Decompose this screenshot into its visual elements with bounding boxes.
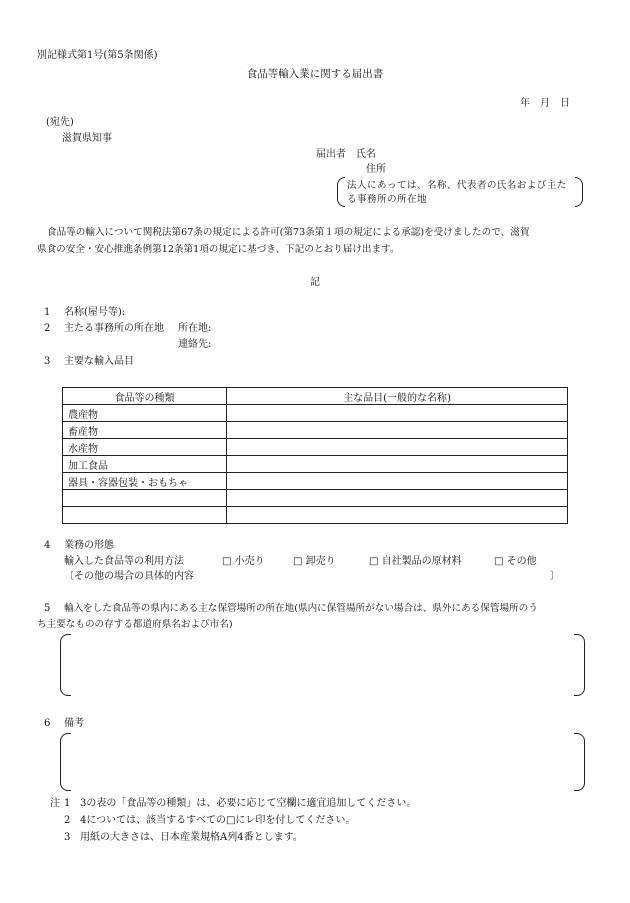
table-row [63,405,568,422]
section-2-label: 主たる事務所の所在地 [64,323,164,334]
corp-note-left-bracket [337,177,345,207]
import-items-table [62,387,568,524]
option-label: その他 [506,556,537,567]
table-header-items: 主な品目(一般的な名称) [227,388,568,405]
table-cell-items[interactable] [227,456,568,473]
section-2-location-label: 所在地: [178,323,212,334]
table-cell-category[interactable]: 農産物 [63,405,227,422]
table-cell-items[interactable] [227,439,568,456]
table-cell-items[interactable] [227,507,568,524]
table-cell-items[interactable] [227,473,568,490]
table-row [63,507,568,524]
usage-label: 輸入した食品等の利用方法 [64,556,184,567]
section-1-label: 名称(屋号等): [64,307,126,318]
table-cell-category[interactable] [63,507,227,524]
note-2-text: 4については、該当するすべての□にレ印を付してください。 [80,815,356,826]
section-6-number: 6 [44,718,51,729]
table-row [63,456,568,473]
note-3-number: 3 [64,832,71,843]
table-row [63,422,568,439]
table-row [63,439,568,456]
section-6-label: 備考 [64,718,84,729]
table-cell-items[interactable] [227,405,568,422]
note-1-number: 1 [64,798,71,809]
body-text-line2: 県食の安全・安心推進条例第12条第1項の規定に基づき、下記のとおり届け出ます。 [37,244,400,255]
table-cell-category[interactable]: 器具・容器包装・おもちゃ [63,473,227,490]
remarks-left-bracket [60,733,71,791]
form-title: 食品等輸入業に関する届出書 [246,68,384,80]
notifier-address-label: 住所 [366,164,386,175]
other-detail-label: 〔その他の場合の具体的内容 [64,571,194,582]
section-5-number: 5 [44,603,51,614]
table-cell-category[interactable] [63,490,227,507]
option-label: 卸売り [305,556,336,567]
date-field: 年 月 日 [520,98,570,109]
section-1-number: 1 [44,307,51,318]
table-row [63,473,568,490]
table-cell-category[interactable]: 畜産物 [63,422,227,439]
table-header-category: 食品等の種類 [63,388,227,405]
addressee: 滋賀県知事 [62,133,112,144]
table-row [63,490,568,507]
option-retail[interactable] [222,556,265,568]
note-3-text: 用紙の大きさは、日本産業規格A列4番とします。 [80,832,303,843]
checkbox-icon[interactable]: □ [222,556,232,567]
section-4-label: 業務の形態 [64,540,114,551]
ki-heading: 記 [310,277,320,288]
table-cell-items[interactable] [227,422,568,439]
body-text-line1: 食品等の輸入について関税法第67条の規定による許可(第73条第１項の規定による承認)を受けましたので、滋賀 [47,227,530,238]
checkbox-icon[interactable]: □ [293,556,303,567]
notifier-label: 届出者 [316,149,346,160]
addressee-prefix: (宛先) [46,117,74,128]
section-5-line1: 輸入をした食品等の県内にある主な保管場所の所在地(県内に保管場所がない場合は、県外にある保管場所のう [64,603,538,614]
storage-right-bracket [574,634,585,696]
remarks-right-bracket [574,733,585,791]
notes-prefix: 注 [50,798,60,809]
table-cell-category[interactable]: 水産物 [63,439,227,456]
notifier-name-label: 氏名 [356,149,376,160]
table-cell-items[interactable] [227,490,568,507]
section-2-number: 2 [44,323,51,334]
table-header-row [63,388,568,405]
section-4-number: 4 [44,540,51,551]
option-own-material[interactable] [369,556,462,568]
checkbox-icon[interactable]: □ [369,556,379,567]
note-1-text: 3の表の「食品等の種類」は、必要に応じて空欄に適宜追加してください。 [80,798,417,809]
option-other[interactable] [494,556,537,568]
other-detail-close: 〕 [550,571,560,582]
option-label: 自社製品の原材料 [381,556,462,567]
section-3-number: 3 [44,356,51,367]
corp-note-right-bracket [575,177,583,207]
section-3-label: 主要な輸入品目 [64,356,134,367]
form-number: 別記様式第1号(第5条関係) [37,50,158,61]
section-2-contact-label: 連絡先: [178,339,212,350]
storage-left-bracket [60,634,71,696]
table-cell-category[interactable]: 加工食品 [63,456,227,473]
section-5-line2: ち主要なものの存する都道府県名および市名) [37,619,233,630]
option-wholesale[interactable] [293,556,336,568]
checkbox-icon[interactable]: □ [494,556,504,567]
note-2-number: 2 [64,815,71,826]
corp-note: 法人にあっては、名称、代表者の氏名および主たる事務所の所在地 [347,180,567,205]
option-label: 小売り [234,556,265,567]
